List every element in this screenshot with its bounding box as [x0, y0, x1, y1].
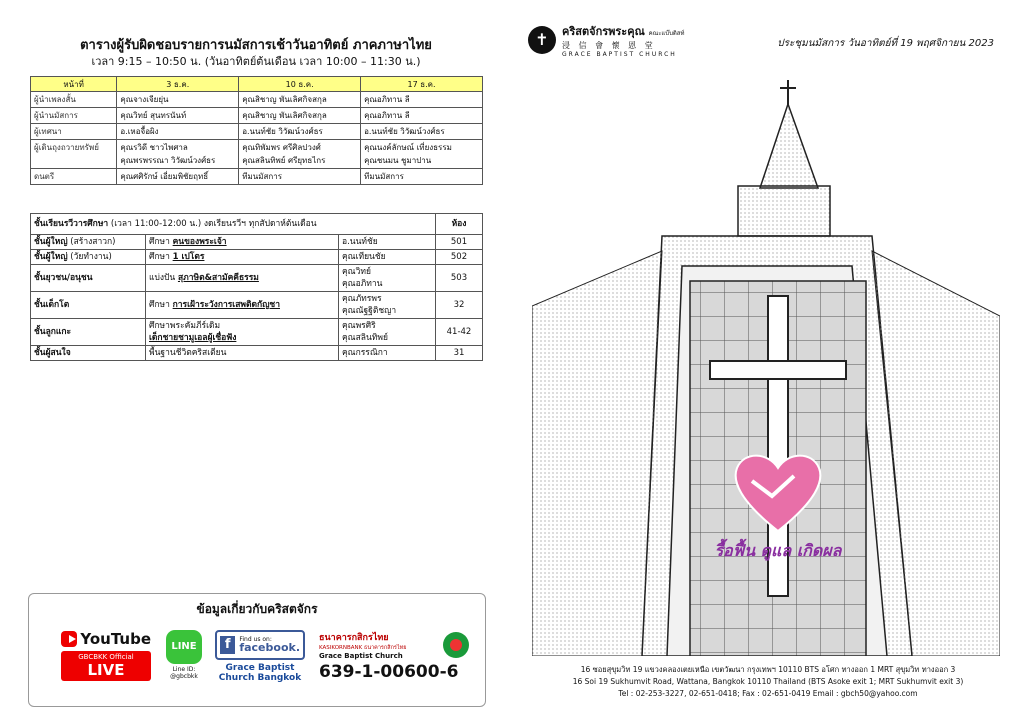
table-row	[31, 92, 483, 108]
church-info-box	[28, 593, 486, 707]
table-cell: คุณจางเจียยุ่น	[117, 92, 239, 108]
teacher-line: คุณสลินทิพย์	[342, 333, 388, 343]
class-name-cell	[31, 250, 146, 265]
youtube-word: YouTube	[80, 630, 151, 648]
logo-text	[562, 22, 684, 58]
subject-title: คนของพระเจ้า	[172, 237, 227, 247]
logo-chinese: 浸 信 會 懷 恩 堂	[562, 41, 656, 50]
class-name-cell	[31, 235, 146, 250]
teacher-cell: คุณกรรณิกา	[339, 346, 436, 361]
cell-line: คุณสลินทิพย์ ศรียุทธไกร	[242, 156, 326, 165]
right-page	[512, 0, 1024, 725]
room-header: ห้อง	[436, 214, 483, 235]
facebook-page-name	[215, 663, 305, 683]
youtube-play-icon	[61, 631, 77, 647]
class-name-cell: ชั้นผู้สนใจ	[31, 346, 146, 361]
table-cell: ทีมนมัสการ	[361, 169, 483, 185]
teacher-line: คุณอภิทาน	[342, 279, 383, 289]
logo-thai-main: คริสตจักรพระคุณ	[562, 25, 645, 38]
room-cell: 41-42	[436, 319, 483, 346]
table-row	[31, 108, 483, 124]
line-id-label: Line ID:	[172, 666, 196, 673]
table-cell: ทีมนมัสการ	[239, 169, 361, 185]
class-name-cell: ชั้นลูกแกะ	[31, 319, 146, 346]
table-row	[31, 169, 483, 185]
bank-account-name: Grace Baptist Church	[319, 652, 403, 660]
table-header-row	[31, 77, 483, 92]
table-cell: คุณอภิทาน ลี	[361, 108, 483, 124]
class-sub: (วัยทำงาน)	[67, 252, 112, 262]
line-block[interactable]	[165, 630, 203, 680]
line-icon: LINE	[166, 630, 202, 664]
info-title: ข้อมูลเกี่ยวกับคริสตจักร	[196, 602, 318, 616]
table-cell: อ.นนท์ชัย วิวัฒน์วงศ์ธร	[239, 124, 361, 140]
address-thai: 16 ซอยสุขุมวิท 19 แขวงคลองเตยเหนือ เขตวัฒนา กรุงเทพฯ 10110 BTS อโศก ทางออก 1 MRT สุขุมวิท ทางออก 3	[580, 665, 956, 674]
role-cell: ผู้เทศนา	[31, 124, 117, 140]
teacher-line: คุณวิทย์	[342, 267, 371, 277]
teacher-cell	[339, 265, 436, 292]
facebook-block[interactable]	[215, 630, 305, 683]
header-rest: (เวลา 11:00-12:00 น.) งดเรียนรวีฯ ทุกสัปดาห์ต้นเดือน	[108, 219, 317, 229]
class-name-cell: ชั้นยุวชน/อนุชน	[31, 265, 146, 292]
table-row	[31, 140, 483, 169]
table-cell: คุณสิชาญ พันเลิศกิจสกุล	[239, 108, 361, 124]
table-row	[31, 235, 483, 250]
subject-cell	[146, 292, 339, 319]
bank-account-number: 639-1-00600-6	[319, 662, 459, 682]
subject-title: เด็กชายชามูเอลผู้เชื่อฟัง	[149, 333, 237, 343]
table-cell: คุณศศิรักษ์ เอี่ยมพิชัยฤทธิ์	[117, 169, 239, 185]
table-cell	[117, 140, 239, 169]
teacher-line: คุณภัทรพร	[342, 294, 382, 304]
room-cell: 31	[436, 346, 483, 361]
table-header: 10 ธ.ค.	[239, 77, 361, 92]
table-cell: คุณสิชาญ พันเลิศกิจสกุล	[239, 92, 361, 108]
room-cell: 503	[436, 265, 483, 292]
church-building-illustration	[532, 76, 1000, 656]
subject-title: สุภาษิต&สามัคคีธรรม	[177, 273, 259, 283]
cell-line: คุณรวิดี ชาวไพศาล	[120, 143, 188, 152]
table-row	[31, 319, 483, 346]
logo-thai-small: คณะแบ๊บติสท์	[648, 30, 685, 37]
role-cell: ผู้เดินถุงถวายทรัพย์	[31, 140, 117, 169]
table-cell	[361, 140, 483, 169]
page-subtitle: เวลา 9:15 – 10:50 น. (วันอาทิตย์ต้นเดือน เวลา 10:00 – 11:30 น.)	[91, 55, 421, 68]
facebook-word: facebook.	[239, 641, 300, 654]
class-sub: (สร้างสาวก)	[67, 237, 116, 247]
teacher-line: คุณณัฐฐิติชญา	[342, 306, 397, 316]
teacher-cell	[339, 292, 436, 319]
subject-cell	[146, 250, 339, 265]
kasikorn-logo-icon	[443, 632, 469, 658]
subject-pre: ศึกษาพระคัมภีร์เดิม	[149, 321, 221, 331]
table-row	[31, 250, 483, 265]
service-date: ประชุมนมัสการ วันอาทิตย์ที่ 19 พฤศจิกายน 2023	[777, 38, 994, 49]
facebook-badge	[215, 630, 305, 660]
subject-cell: พื้นฐานชีวิตคริสเตียน	[146, 346, 339, 361]
subject-pre: ศึกษา	[149, 300, 173, 310]
class-name: ชั้นผู้ใหญ่	[34, 252, 68, 262]
facebook-name-line: Grace Baptist	[225, 663, 295, 673]
sunday-school-table	[30, 213, 483, 361]
subject-title: 1 เปโตร	[172, 252, 205, 262]
bank-block	[319, 630, 469, 682]
role-cell: ผู้นำนมัสการ	[31, 108, 117, 124]
role-cell: ดนตรี	[31, 169, 117, 185]
youtube-live-badge	[61, 651, 151, 681]
table-cell: อ.เหอจื้อผิง	[117, 124, 239, 140]
cross-logo-icon: ✝	[528, 26, 556, 54]
table-row	[31, 346, 483, 361]
class-name-cell: ชั้นเด็กโต	[31, 292, 146, 319]
address-english: 16 Soi 19 Sukhumvit Road, Wattana, Bangkok 10110 Thailand (BTS Asoke exit 1; MRT Sukhumvit exit 3)	[572, 677, 964, 686]
bank-subtitle: KASIKORNBANK ธนาคารกสิกรไทย	[319, 645, 407, 651]
subject-pre: ศึกษา	[149, 252, 173, 262]
class-name: ชั้นผู้ใหญ่	[34, 237, 68, 247]
line-handle: @gbcbkk	[170, 673, 198, 680]
slogan-text: รื้อฟื้น ดูแล เกิดผล	[714, 541, 842, 560]
subject-cell	[146, 265, 339, 292]
table-header: 3 ธ.ค.	[117, 77, 239, 92]
subject-cell	[146, 235, 339, 250]
room-cell: 501	[436, 235, 483, 250]
facebook-name-line: Church Bangkok	[218, 673, 302, 683]
table-cell	[239, 140, 361, 169]
table-cell: คุณอภิทาน ลี	[361, 92, 483, 108]
table-cell: คุณวิทย์ สุนทรนันท์	[117, 108, 239, 124]
page-title: ตารางผู้รับผิดชอบรายการนมัสการเช้าวันอาทิตย์ ภาคภาษาไทย	[80, 38, 432, 53]
subject-cell	[146, 319, 339, 346]
subject-pre: แบ่งปัน	[149, 273, 178, 283]
bank-name: ธนาคารกสิกรไทย	[319, 633, 389, 643]
teacher-cell: อ.นนท์ชัย	[339, 235, 436, 250]
facebook-text	[239, 636, 300, 654]
logo-thai	[562, 22, 684, 40]
youtube-channel: GBCBKK Official	[78, 653, 134, 661]
table-row	[31, 292, 483, 319]
header-bold: ชั้นเรียนรวีวารศึกษา	[34, 219, 109, 229]
table-row	[31, 265, 483, 292]
cell-line: คุณชนมน ชูมาปาน	[364, 156, 432, 165]
teacher-cell	[339, 319, 436, 346]
facebook-icon: f	[220, 636, 235, 654]
table-header-row	[31, 214, 483, 235]
logo-english: GRACE BAPTIST CHURCH	[562, 51, 677, 58]
facebook-find: Find us on:	[239, 636, 272, 643]
table-header: 17 ธ.ค.	[361, 77, 483, 92]
table-row	[31, 124, 483, 140]
subject-title: การเฝ้าระวังการเสพติดกัญชา	[172, 300, 280, 310]
table-header: หน้าที่	[31, 77, 117, 92]
cell-line: คุณพรพรรณา วิวัฒน์วงศ์ธร	[120, 156, 216, 165]
room-cell: 502	[436, 250, 483, 265]
table-cell: อ.นนท์ชัย วิวัฒน์วงศ์ธร	[361, 124, 483, 140]
church-logo	[528, 22, 684, 58]
youtube-block[interactable]	[61, 630, 151, 690]
teacher-line: คุณพรศิริ	[342, 321, 376, 331]
teacher-cell: คุณเทียนชัย	[339, 250, 436, 265]
subject-pre: ศึกษา	[149, 237, 173, 247]
youtube-live: LIVE	[87, 661, 125, 679]
footer-address	[512, 664, 1024, 700]
youtube-logo	[61, 630, 151, 648]
cell-line: คุณทิพัมพร ศรีศิลปวงศ์	[242, 143, 321, 152]
service-schedule-table	[30, 76, 483, 185]
room-cell: 32	[436, 292, 483, 319]
table-header	[31, 214, 436, 235]
role-cell: ผู้นำเพลงสั้น	[31, 92, 117, 108]
cell-line: คุณนงค์ลักษณ์ เที่ยงธรรม	[364, 143, 452, 152]
contact-info: Tel : 02-253-3227, 02-651-0418; Fax : 02-651-0419 Email : gbch50@yahoo.com	[618, 689, 918, 698]
